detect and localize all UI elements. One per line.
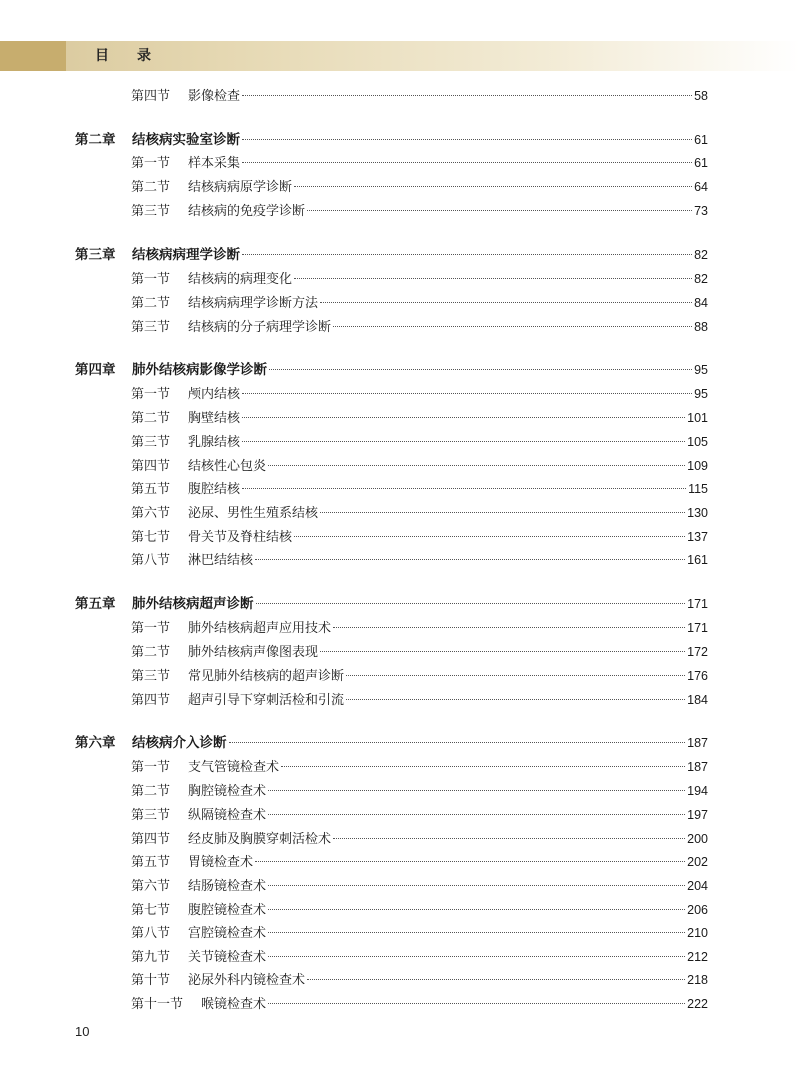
toc-entry-number: 第四节 — [131, 832, 171, 847]
toc-entry-number: 第二节 — [131, 296, 171, 311]
toc-entry-title: 淋巴结结核 — [188, 553, 254, 568]
page-number: 10 — [75, 1024, 90, 1039]
toc-section-entry[interactable] — [131, 479, 708, 499]
toc-section-entry[interactable] — [131, 456, 708, 476]
toc-entry-title: 肺外结核病声像图表现 — [188, 645, 319, 660]
toc-chapter-entry[interactable] — [75, 360, 708, 380]
toc-entry-page: 184 — [687, 693, 708, 707]
toc-entry-page: 161 — [687, 553, 708, 567]
toc-entry-number: 第四章 — [75, 362, 116, 378]
toc-entry-title: 结核病病原学诊断 — [188, 180, 293, 195]
toc-entry-page: 210 — [687, 926, 708, 940]
toc-entry-title: 泌尿、男性生殖系结核 — [188, 506, 319, 521]
toc-entry-title: 骨关节及脊柱结核 — [188, 530, 293, 545]
toc-entry-page: 137 — [687, 530, 708, 544]
dot-leader — [268, 1003, 685, 1004]
dot-leader — [229, 742, 686, 743]
dot-leader — [307, 210, 692, 211]
dot-leader — [268, 932, 685, 933]
toc-entry-title: 支气管镜检查术 — [188, 760, 280, 775]
dot-leader — [256, 603, 686, 604]
toc-entry-page: 130 — [687, 506, 708, 520]
toc-section-entry[interactable] — [131, 805, 708, 825]
toc-entry-title: 肺外结核病影像学诊断 — [132, 362, 267, 378]
toc-section-entry[interactable] — [131, 947, 708, 967]
toc-entry-page: 194 — [687, 784, 708, 798]
toc-entry-number: 第一节 — [131, 272, 171, 287]
dot-leader — [268, 885, 685, 886]
toc-entry-page: 82 — [694, 272, 708, 286]
toc-section-entry[interactable] — [131, 317, 708, 337]
toc-entry-page: 95 — [694, 387, 708, 401]
dot-leader — [346, 675, 685, 676]
toc-section-entry[interactable] — [131, 666, 708, 686]
toc-entry-page: 204 — [687, 879, 708, 893]
toc-entry-title: 经皮肺及胸膜穿刺活检术 — [188, 832, 332, 847]
toc-entry-title: 宫腔镜检查术 — [188, 926, 267, 941]
toc-entry-title: 结核病的分子病理学诊断 — [188, 320, 332, 335]
dot-leader — [320, 302, 692, 303]
toc-entry-number: 第三节 — [131, 320, 171, 335]
page-header-title: 目录 — [95, 48, 179, 64]
toc-section-entry[interactable] — [131, 432, 708, 452]
toc-entry-page: 73 — [694, 204, 708, 218]
toc-section-entry[interactable] — [131, 153, 708, 173]
dot-leader — [320, 651, 685, 652]
toc-entry-title: 肺外结核病超声诊断 — [132, 596, 254, 612]
dot-leader — [294, 278, 692, 279]
toc-entry-page: 206 — [687, 903, 708, 917]
toc-section-entry[interactable] — [131, 269, 708, 289]
toc-entry-page: 64 — [694, 180, 708, 194]
toc-entry-number: 第四节 — [131, 693, 171, 708]
toc-section-entry[interactable] — [131, 829, 708, 849]
toc-section-entry[interactable] — [131, 876, 708, 896]
toc-entry-title: 腹腔结核 — [188, 482, 241, 497]
toc-entry-page: 197 — [687, 808, 708, 822]
dot-leader — [346, 699, 685, 700]
toc-entry-title: 肺外结核病超声应用技术 — [188, 621, 332, 636]
toc-entry-number: 第八节 — [131, 553, 171, 568]
toc-entry-page: 187 — [687, 736, 708, 750]
toc-entry-number: 第二章 — [75, 132, 116, 148]
toc-entry-number: 第二节 — [131, 645, 171, 660]
toc-entry-title: 腹腔镜检查术 — [188, 903, 267, 918]
toc-entry-title: 结核病实验室诊断 — [132, 132, 240, 148]
toc-section-entry[interactable] — [131, 384, 708, 404]
toc-section-entry[interactable] — [131, 690, 708, 710]
toc-entry-page: 88 — [694, 320, 708, 334]
toc-entry-title: 常见肺外结核病的超声诊断 — [188, 669, 345, 684]
toc-entry-page: 200 — [687, 832, 708, 846]
toc-entry-number: 第八节 — [131, 926, 171, 941]
toc-entry-title: 泌尿外科内镜检查术 — [188, 973, 306, 988]
dot-leader — [333, 627, 685, 628]
header-accent-stripe — [0, 41, 66, 71]
toc-entry-number: 第二节 — [131, 180, 171, 195]
toc-entry-title: 样本采集 — [188, 156, 241, 171]
toc-entry-title: 超声引导下穿刺活检和引流 — [188, 693, 345, 708]
toc-entry-number: 第六章 — [75, 735, 116, 751]
toc-entry-page: 61 — [694, 133, 708, 147]
toc-entry-page: 109 — [687, 459, 708, 473]
toc-entry-page: 58 — [694, 89, 708, 103]
toc-section-entry[interactable] — [131, 900, 708, 920]
toc-entry-title: 结核病的病理变化 — [188, 272, 293, 287]
toc-entry-page: 187 — [687, 760, 708, 774]
toc-entry-title: 喉镜检查术 — [201, 997, 267, 1012]
toc-entry-page: 105 — [687, 435, 708, 449]
toc-entry-title: 结核病介入诊断 — [132, 735, 227, 751]
toc-section-entry[interactable] — [131, 970, 708, 990]
toc-chapter-entry[interactable] — [75, 733, 708, 753]
toc-entry-page: 171 — [687, 621, 708, 635]
dot-leader — [242, 95, 692, 96]
dot-leader — [307, 979, 685, 980]
toc-section-entry[interactable] — [131, 527, 708, 547]
toc-entry-number: 第五章 — [75, 596, 116, 612]
dot-leader — [242, 254, 692, 255]
dot-leader — [320, 512, 685, 513]
dot-leader — [255, 559, 685, 560]
toc-section-entry[interactable] — [131, 177, 708, 197]
toc-entry-page: 172 — [687, 645, 708, 659]
toc-entry-number: 第五节 — [131, 482, 171, 497]
toc-entry-number: 第三节 — [131, 435, 171, 450]
dot-leader — [268, 814, 685, 815]
toc-section-entry[interactable] — [131, 408, 708, 428]
toc-entry-page: 61 — [694, 156, 708, 170]
toc-entry-number: 第九节 — [131, 950, 171, 965]
toc-entry-title: 胸壁结核 — [188, 411, 241, 426]
toc-entry-page: 212 — [687, 950, 708, 964]
toc-entry-page: 115 — [688, 482, 708, 496]
toc-section-entry[interactable] — [131, 618, 708, 638]
toc-entry-number: 第四节 — [131, 89, 171, 104]
toc-section-entry[interactable] — [131, 201, 708, 221]
toc-entry-number: 第六节 — [131, 506, 171, 521]
dot-leader — [268, 956, 685, 957]
toc-entry-number: 第一节 — [131, 156, 171, 171]
dot-leader — [268, 465, 685, 466]
dot-leader — [242, 162, 692, 163]
toc-entry-number: 第三节 — [131, 669, 171, 684]
dot-leader — [255, 861, 685, 862]
toc-entry-number: 第四节 — [131, 459, 171, 474]
dot-leader — [242, 393, 692, 394]
toc-entry-title: 影像检查 — [188, 89, 241, 104]
toc-entry-title: 结核病病理学诊断 — [132, 247, 240, 263]
toc-entry-number: 第一节 — [131, 760, 171, 775]
toc-entry-title: 胃镜检查术 — [188, 855, 254, 870]
dot-leader — [333, 326, 692, 327]
toc-section-entry[interactable] — [131, 86, 708, 106]
toc-entry-page: 82 — [694, 248, 708, 262]
toc-entry-number: 第十一节 — [131, 997, 184, 1012]
toc-entry-number: 第七节 — [131, 530, 171, 545]
toc-section-entry[interactable] — [131, 293, 708, 313]
toc-section-entry[interactable] — [131, 757, 708, 777]
dot-leader — [268, 790, 685, 791]
toc-entry-number: 第五节 — [131, 855, 171, 870]
toc-entry-title: 结肠镜检查术 — [188, 879, 267, 894]
dot-leader — [268, 909, 685, 910]
toc-chapter-entry[interactable] — [75, 594, 708, 614]
dot-leader — [242, 488, 686, 489]
toc-section-entry[interactable] — [131, 994, 708, 1014]
toc-entry-number: 第三节 — [131, 204, 171, 219]
toc-entry-title: 结核病的免疫学诊断 — [188, 204, 306, 219]
toc-section-entry[interactable] — [131, 503, 708, 523]
dot-leader — [269, 369, 692, 370]
dot-leader — [333, 838, 685, 839]
toc-section-entry[interactable] — [131, 852, 708, 872]
dot-leader — [281, 766, 685, 767]
toc-entry-number: 第六节 — [131, 879, 171, 894]
toc-chapter-entry[interactable] — [75, 245, 708, 265]
toc-entry-page: 101 — [687, 411, 708, 425]
toc-entry-page: 218 — [687, 973, 708, 987]
toc-entry-title: 颅内结核 — [188, 387, 241, 402]
dot-leader — [242, 139, 692, 140]
toc-entry-number: 第二节 — [131, 784, 171, 799]
toc-entry-page: 222 — [687, 997, 708, 1011]
toc-entry-title: 结核病病理学诊断方法 — [188, 296, 319, 311]
toc-entry-title: 关节镜检查术 — [188, 950, 267, 965]
toc-entry-number: 第十节 — [131, 973, 171, 988]
toc-section-entry[interactable] — [131, 781, 708, 801]
toc-section-entry[interactable] — [131, 550, 708, 570]
toc-entry-page: 202 — [687, 855, 708, 869]
toc-entry-title: 纵隔镜检查术 — [188, 808, 267, 823]
toc-entry-number: 第二节 — [131, 411, 171, 426]
toc-entry-number: 第一节 — [131, 387, 171, 402]
toc-entry-page: 176 — [687, 669, 708, 683]
dot-leader — [242, 441, 685, 442]
dot-leader — [294, 186, 692, 187]
dot-leader — [294, 536, 685, 537]
dot-leader — [242, 417, 685, 418]
toc-section-entry[interactable] — [131, 642, 708, 662]
toc-entry-title: 胸腔镜检查术 — [188, 784, 267, 799]
toc-section-entry[interactable] — [131, 923, 708, 943]
toc-entry-page: 84 — [694, 296, 708, 310]
toc-entry-number: 第三章 — [75, 247, 116, 263]
toc-entry-page: 171 — [687, 597, 708, 611]
toc-entry-number: 第三节 — [131, 808, 171, 823]
toc-entry-title: 乳腺结核 — [188, 435, 241, 450]
toc-entry-title: 结核性心包炎 — [188, 459, 267, 474]
toc-chapter-entry[interactable] — [75, 130, 708, 150]
toc-entry-number: 第七节 — [131, 903, 171, 918]
toc-entry-number: 第一节 — [131, 621, 171, 636]
toc-entry-page: 95 — [694, 363, 708, 377]
